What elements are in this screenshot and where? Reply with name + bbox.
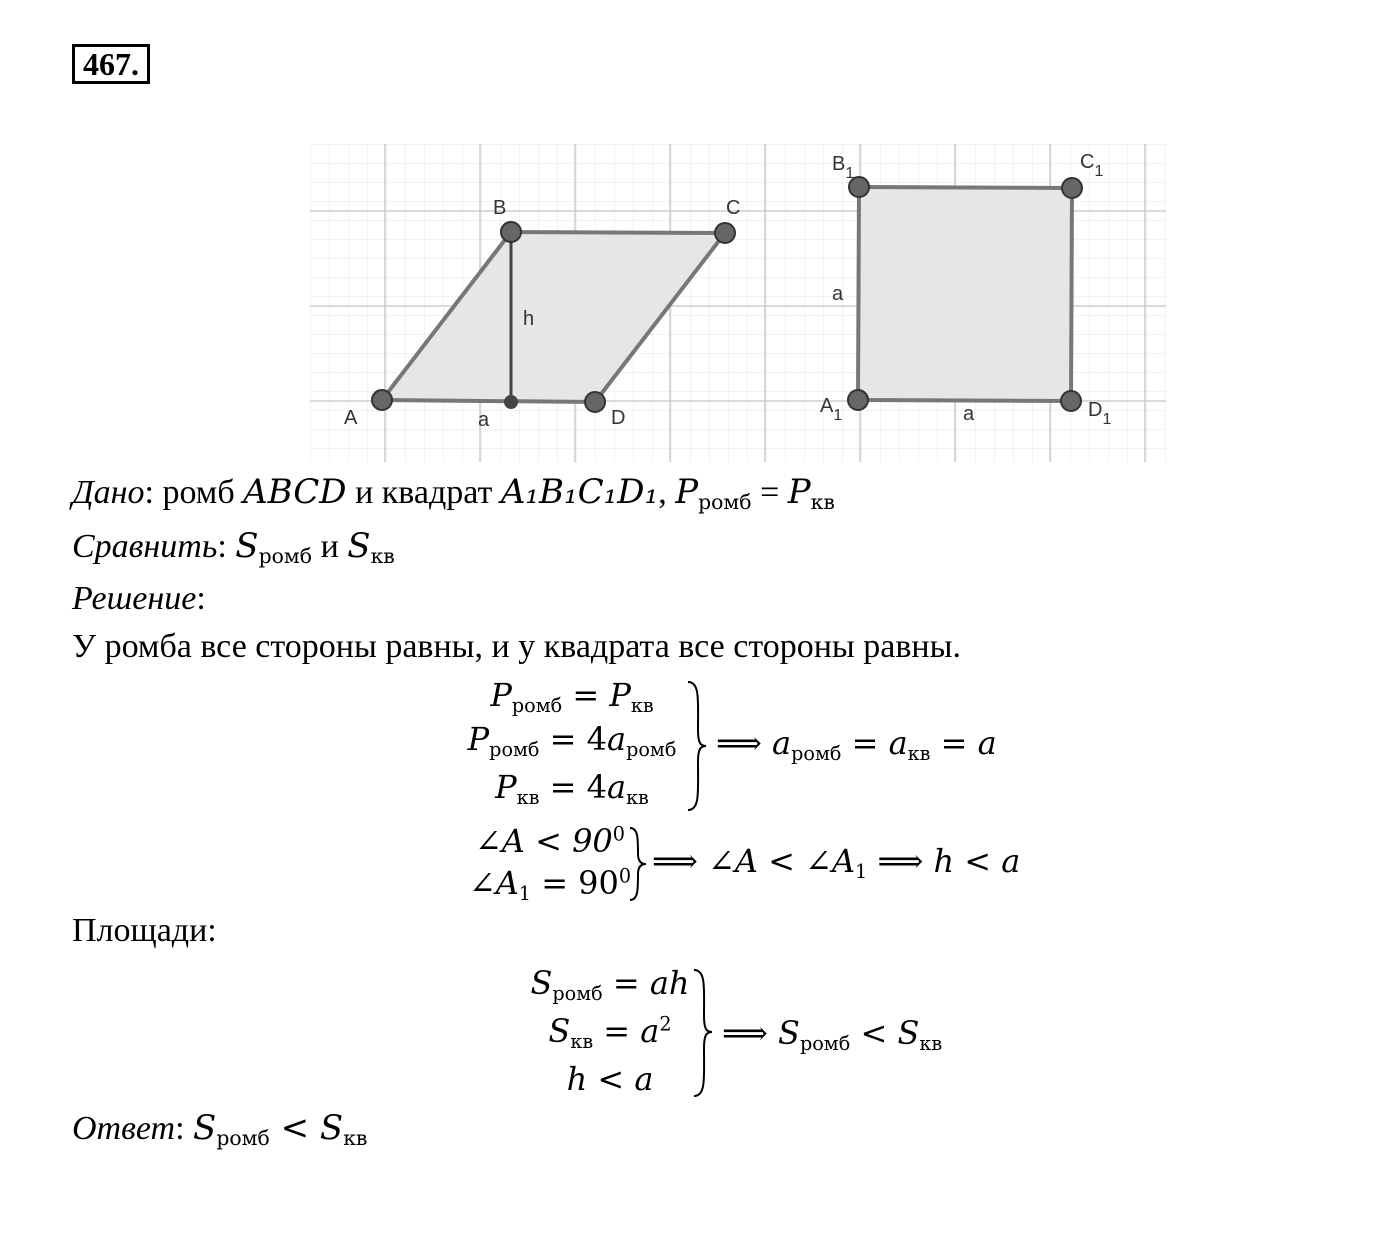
problem-number: 467. — [72, 44, 150, 84]
answer-label: Ответ — [72, 1110, 176, 1147]
label-c1: $C_1$ — [1080, 151, 1104, 180]
compare-s-kv: $S_{кв}$ — [347, 526, 395, 569]
system1-brace — [686, 680, 710, 812]
system3-line1: $S_{ромб}$ = ah — [530, 964, 690, 1005]
system3-line3: h < a — [566, 1060, 654, 1098]
label-d1: $D_1$ — [1088, 399, 1112, 428]
square-a1b1c1d1 — [858, 187, 1072, 401]
system3-brace — [692, 968, 716, 1098]
system3-result: ⟹ $S_{ромб} < S_{кв}$ — [722, 1014, 943, 1055]
system2-lines — [462, 822, 638, 904]
given-label: Дано — [72, 474, 145, 511]
answer-lt: < — [269, 1108, 320, 1148]
system2-result: ⟹ ∠A < $\angle A_1$ ⟹ h < a — [652, 842, 1021, 883]
solution-heading: Решение: — [72, 580, 206, 617]
given-abcd: ABCD — [243, 472, 347, 512]
label-b: B — [493, 197, 507, 219]
system3-line2: $S_{кв} = a^2$ — [548, 1012, 672, 1053]
label-square-left-a: a — [832, 283, 844, 305]
answer-s-kv: $S_{кв}$ — [319, 1108, 368, 1151]
system2-line1: ∠A < $90^0$ — [474, 822, 625, 860]
system1-line3: $P_{кв} = 4a_{кв}$ — [495, 768, 649, 809]
compare-s-romb: $S_{ромб}$ — [235, 526, 313, 569]
given-text-1: ромб — [162, 474, 235, 511]
height-foot — [504, 395, 518, 409]
compare-line: Сравнить: $S_{ромб}$ и $S_{кв}$ — [72, 526, 395, 569]
label-a: A — [344, 407, 358, 429]
answer-s-romb: $S_{ромб}$ — [193, 1108, 270, 1151]
system2-brace — [628, 826, 650, 902]
point-c1 — [1062, 178, 1082, 198]
given-p-kv: $P_{кв}$ — [787, 472, 835, 515]
solution-text: У ромба все стороны равны, и у квадрата все стороны равны. — [72, 628, 961, 665]
given-text-2: и квадрат — [355, 474, 493, 511]
label-a1: $A_1$ — [820, 395, 843, 424]
compare-label: Сравнить — [72, 528, 218, 565]
label-c: C — [726, 197, 741, 219]
label-h: h — [523, 308, 535, 330]
system1-line1: $P_{ромб} = P_{кв}$ — [490, 676, 654, 717]
point-d1 — [1061, 391, 1081, 411]
label-side-a: a — [478, 409, 490, 431]
point-d — [585, 392, 605, 412]
point-b — [501, 222, 521, 242]
point-c — [715, 223, 735, 243]
system1-line2: $P_{ромб} = 4a_{ромб}$ — [467, 720, 677, 761]
point-a — [372, 390, 392, 410]
label-d: D — [611, 407, 626, 429]
system1-lines — [452, 676, 692, 812]
system1-result: ⟹ $a_{ромб} = a_{кв} = a$ — [716, 724, 997, 765]
solution-label: Решение — [72, 580, 197, 617]
compare-and: и — [320, 528, 339, 565]
system2-line2: $\angle A_1 = 90^0$ — [468, 864, 632, 905]
areas-label: Площади: — [72, 912, 217, 949]
label-square-bottom-a: a — [963, 403, 975, 425]
answer-line: Ответ: $S_{ромб} < S_{кв}$ — [72, 1108, 368, 1151]
system3-lines — [516, 964, 704, 1104]
given-equals: = — [760, 474, 780, 511]
given-line: Дано: ромб ABCD и квадрат A₁B₁C₁D₁, $P_{ромб} = P_{кв}$ — [72, 472, 835, 515]
given-square-name: A₁B₁C₁D₁ — [500, 472, 659, 512]
label-b1: $B_1$ — [832, 153, 855, 182]
geometry-figure — [0, 0, 1400, 470]
given-p-romb: $P_{ромб}$ — [675, 472, 752, 515]
point-a1 — [848, 390, 868, 410]
